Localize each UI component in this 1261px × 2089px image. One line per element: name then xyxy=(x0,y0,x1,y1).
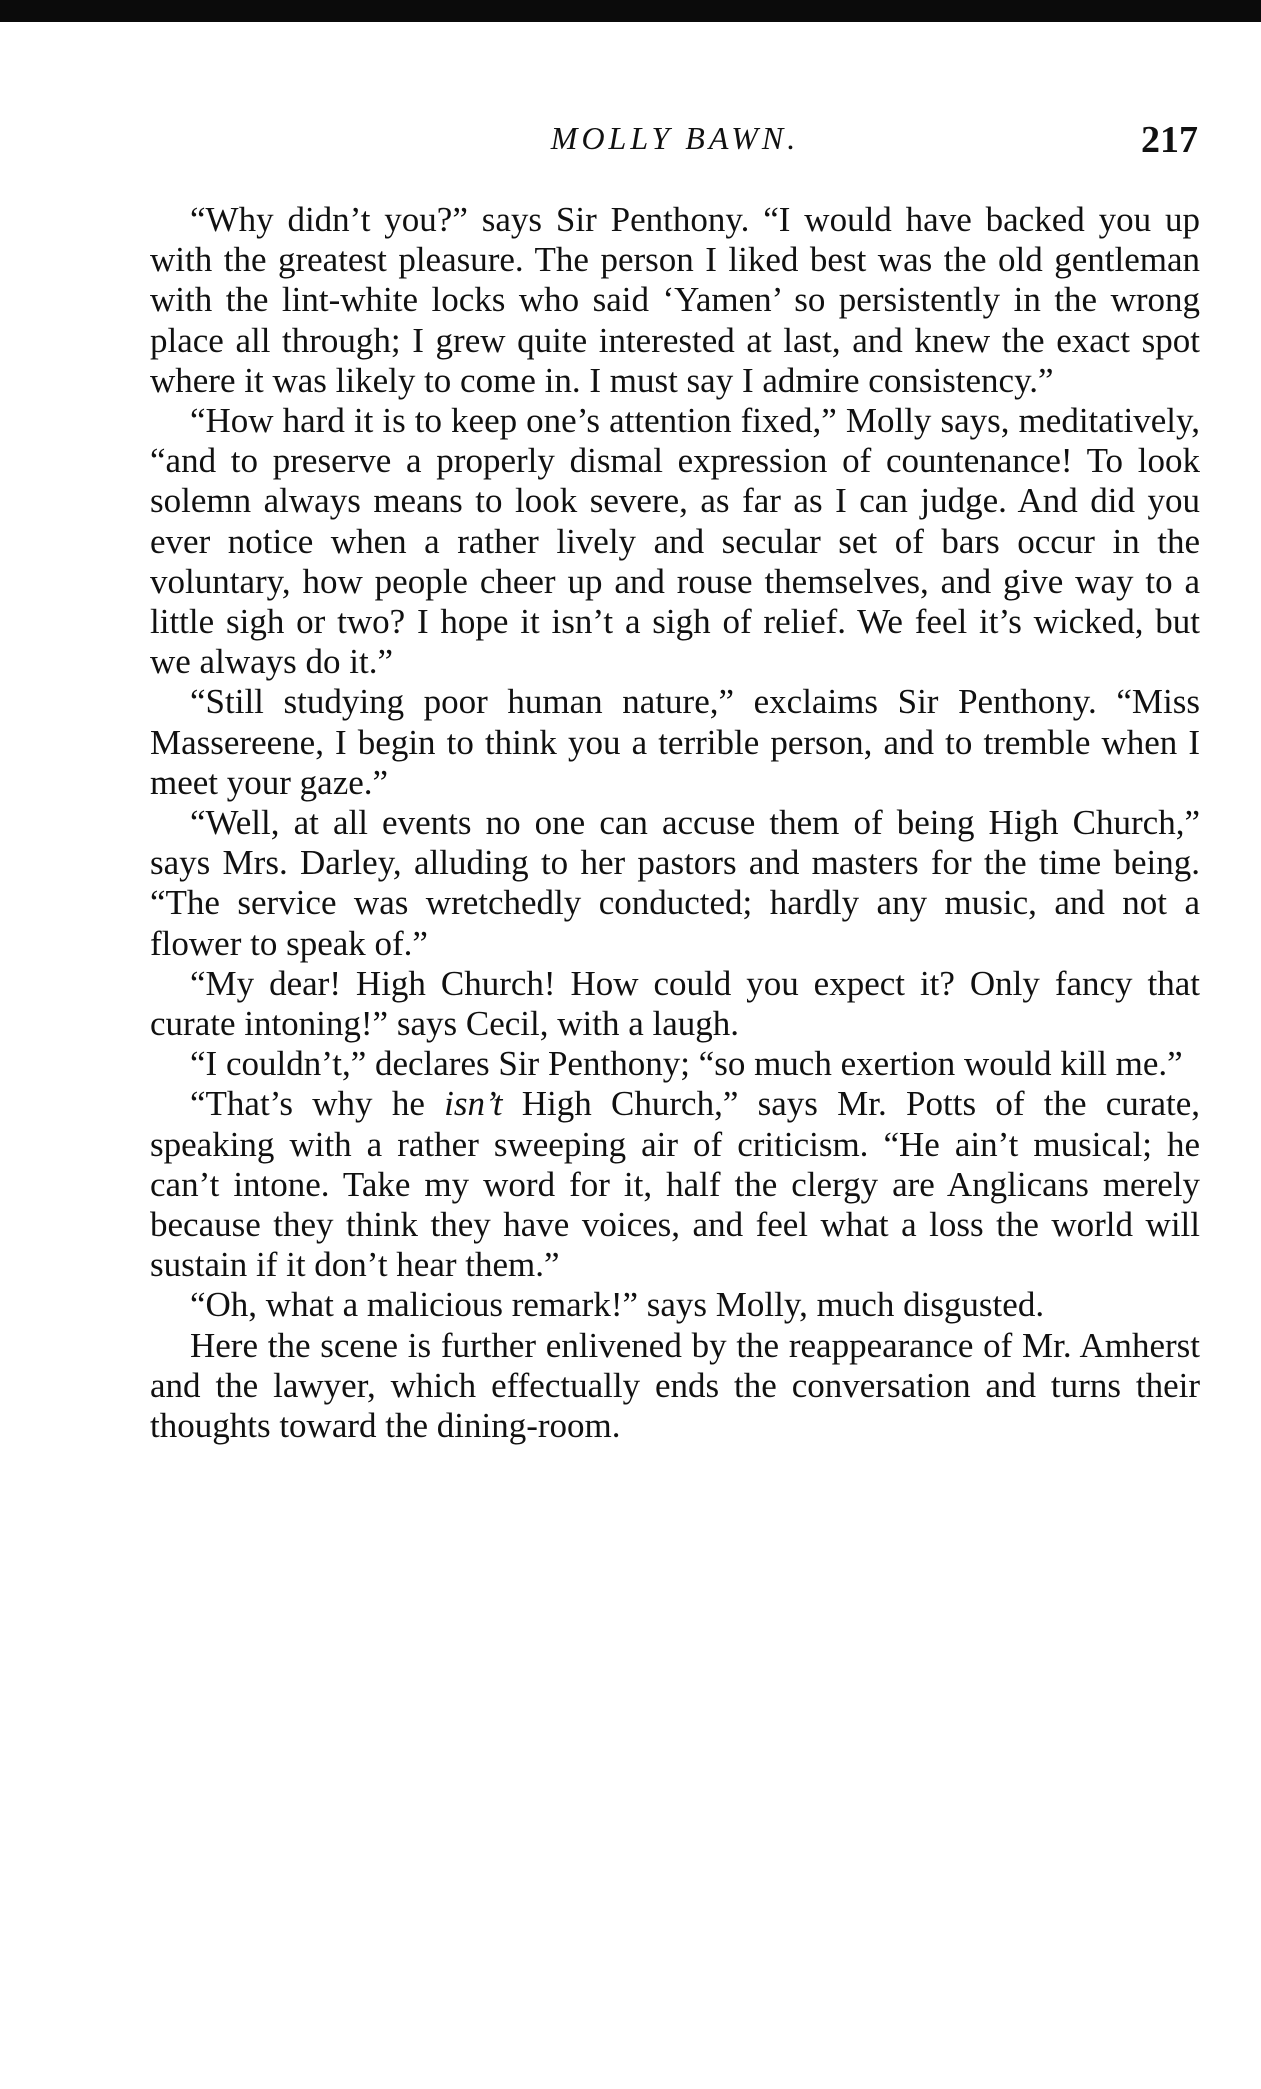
paragraph-8: “Oh, what a malicious remark!” says Molly, much disgusted. xyxy=(190,1285,1045,1325)
body-text xyxy=(150,200,1200,1446)
paragraph-4: “Well, at all events no one can accuse them of being High Church,” says Mrs. Darley, alluding to her pastors and masters for the time being. “The service was wretchedly conducted; hardly any music, and not a flower to speak of.” xyxy=(150,803,1200,963)
top-scan-rule xyxy=(0,0,1261,22)
paragraph-2: “How hard it is to keep one’s attention fixed,” Molly says, meditatively, “and to preserve a properly dismal expression of countenance! To look solemn always means to look severe, as far as I can judge. And did you ever notice when a rather lively and secular set of bars occur in the voluntary, how people cheer up and rouse themselves, and give way to a little sigh or two? I hope it isn’t a sigh of relief. We feel it’s wicked, but we always do it.” xyxy=(150,401,1200,682)
paragraph-1: “Why didn’t you?” says Sir Penthony. “I would have backed you up with the greatest pleasure. The person I liked best was the old gentleman with the lint-white locks who said ‘Yamen’ so persistently in the wrong place all through; I grew quite interested at last, and knew the exact spot where it was likely to come in. I must say I admire consistency.” xyxy=(150,200,1200,400)
page-number: 217 xyxy=(1141,119,1198,161)
paragraph-7 xyxy=(150,1084,1200,1285)
running-title: MOLLY BAWN. xyxy=(550,120,800,156)
paragraph-7-end: High Church,” says Mr. Potts of the curate, speaking with a rather sweeping air of criticism. “He ain’t musical; he can’t intone. Take my word for it, half the clergy are Anglicans merely because they think they have voices, and feel what a loss the world will sustain if it don’t hear them.” xyxy=(150,1084,1201,1285)
paragraph-3: “Still studying poor human nature,” exclaims Sir Penthony. “Miss Massereene, I begin to think you a terrible person, and to tremble when I meet your gaze.” xyxy=(150,682,1200,802)
paragraph-7-start: “That’s why he xyxy=(190,1084,445,1124)
paragraph-6: “I couldn’t,” declares Sir Penthony; “so much exertion would kill me.” xyxy=(190,1044,1183,1084)
paragraph-5: “My dear! High Church! How could you expect it? Only fancy that curate intoning!” says Cecil, with a laugh. xyxy=(150,963,1200,1044)
paragraph-7-emphasis: isn’t xyxy=(444,1084,503,1124)
paragraph-9: Here the scene is further enlivened by the reappearance of Mr. Amherst and the lawyer, which effectually ends the conversation and turns their thoughts toward the dining-room. xyxy=(150,1325,1200,1446)
page-header xyxy=(150,118,1200,168)
